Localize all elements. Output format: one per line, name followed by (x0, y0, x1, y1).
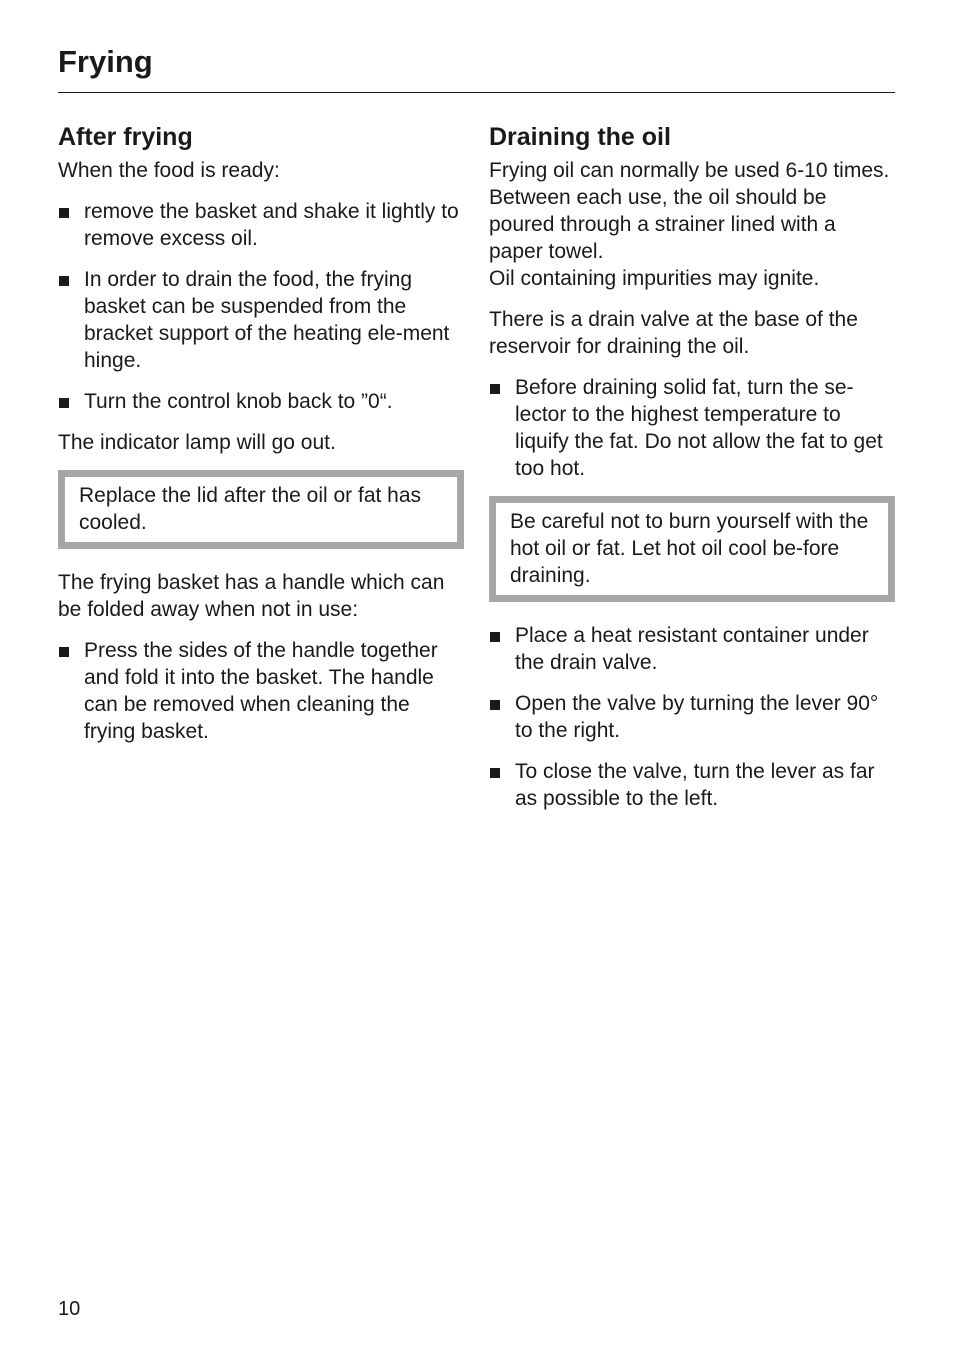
square-bullet-icon (490, 700, 500, 710)
page-title: Frying (58, 44, 153, 79)
list-item-text: In order to drain the food, the frying basket can be suspended from the bracket support of the heating ele-ment hinge. (84, 268, 450, 372)
section-heading: Draining the oil (489, 123, 671, 151)
list-item-text: Turn the control knob back to ”0“. (84, 390, 393, 413)
list-item (58, 198, 464, 252)
section-heading: After frying (58, 123, 193, 151)
handle-text: The frying basket has a handle which can be folded away when not in use: (58, 571, 445, 621)
oil-usage-text (489, 157, 895, 292)
list-item-text: To close the valve, turn the lever as far as possible to the left. (515, 760, 875, 810)
bullet-list (58, 198, 464, 415)
bullet-list (489, 374, 895, 482)
square-bullet-icon (59, 398, 69, 408)
list-item-text: remove the basket and shake it lightly to remove excess oil. (84, 200, 459, 250)
indicator-lamp-text: The indicator lamp will go out. (58, 431, 336, 454)
after-frying-section (58, 119, 464, 759)
square-bullet-icon (490, 384, 500, 394)
square-bullet-icon (59, 647, 69, 657)
list-item (489, 622, 895, 676)
list-item-text: Press the sides of the handle together and fold it into the basket. The handle can be removed when cleaning the frying basket. (84, 639, 438, 743)
intro-text: When the food is ready: (58, 159, 280, 182)
list-item (58, 266, 464, 374)
list-item (58, 637, 464, 745)
list-item-text: Place a heat resistant container under the drain valve. (515, 624, 869, 674)
page-number: 10 (58, 1298, 81, 1320)
draining-oil-section (489, 119, 895, 826)
square-bullet-icon (490, 768, 500, 778)
square-bullet-icon (490, 632, 500, 642)
list-item (489, 374, 895, 482)
list-item-text: Open the valve by turning the lever 90° to the right. (515, 692, 879, 742)
drain-valve-text: There is a drain valve at the base of the reservoir for draining the oil. (489, 308, 858, 358)
list-item (58, 388, 464, 415)
title-divider (58, 92, 895, 93)
bullet-list (58, 637, 464, 745)
oil-usage-line: Frying oil can normally be used 6-10 times. Between each use, the oil should be poured through a strainer lined with a paper towel. (489, 159, 890, 263)
list-item (489, 758, 895, 812)
square-bullet-icon (59, 276, 69, 286)
note-box: Replace the lid after the oil or fat has cooled. (58, 470, 464, 549)
bullet-list (489, 622, 895, 812)
square-bullet-icon (59, 208, 69, 218)
impurities-warning-line: Oil containing impurities may ignite. (489, 267, 820, 290)
list-item-text: Before draining solid fat, turn the se-lector to the highest temperature to liquify the fat. Do not allow the fat to get too hot. (515, 376, 883, 480)
list-item (489, 690, 895, 744)
warning-box: Be careful not to burn yourself with the hot oil or fat. Let hot oil cool be-fore draining. (489, 496, 895, 602)
